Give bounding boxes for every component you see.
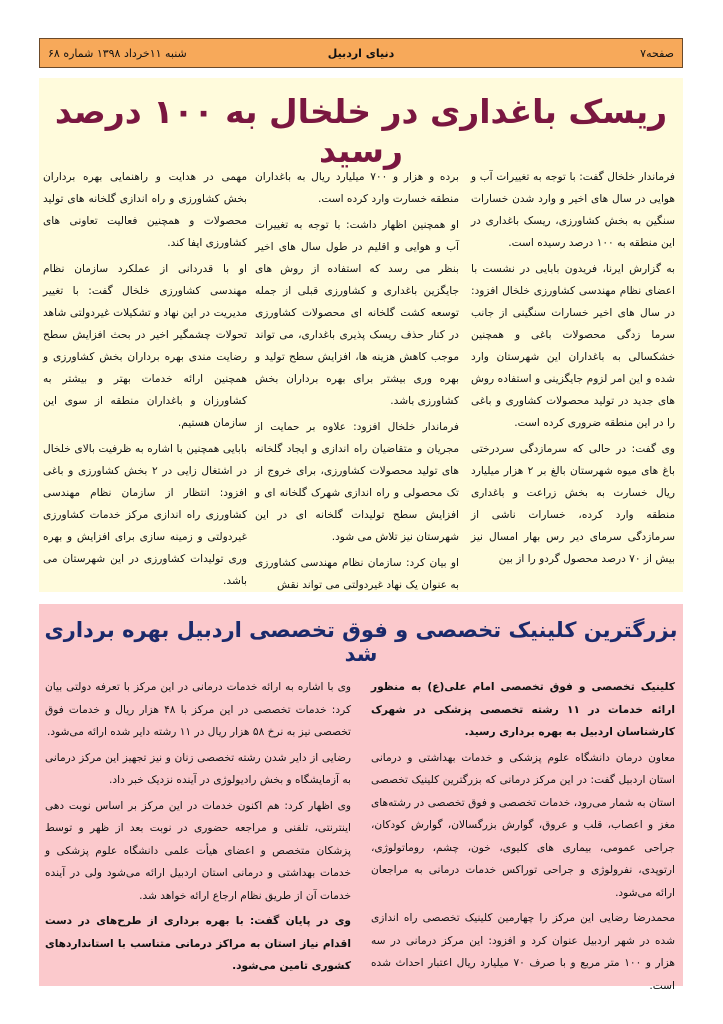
page-header — [39, 38, 683, 68]
paragraph: فرماندار خلخال افزود: علاوه بر حمایت از مجریان و متقاضیان راه اندازی و ایجاد گلخانه های تولید محصولات کشاورزی، برای خروج از تک محصولی و راه اندازی شهرک گلخانه ای و افزایش سطح تولیدات گلخانه ای در این شهرستان نیز تلاش می شود. — [255, 421, 459, 543]
paragraph: به گزارش ایرنا، فریدون بابایی در نشست با اعضای نظام مهندسی کشاورزی خلخال افزود: در سال های اخیر خسارات سنگینی از جانب سرما زدگی محصولات باغی و همچنین خشکسالی به باغداران این شهرستان وارد شده و این امر لزوم جایگزینی و استفاده روش های جدید در تولید محصولات کشاوری و باغی را در این منطقه ضروری کرده است. — [471, 263, 675, 429]
paragraph: او همچنین اظهار داشت: با توجه به تغییرات آب و هوایی و اقلیم در طول سال های اخیر بنظر می رسد که استفاده از روش های جایگزین باغداری و کشاورزی قبلی از جمله توسعه کشت گلخانه ای محصولات کشاورزی در کنار حذف ریسک پذیری باغداری، می تواند موجب کاهش هزینه ها، افزایش سطح تولید و بهره وری بیشتر برای بهره برداران بخش کشاورزی باشد. — [255, 219, 459, 407]
paragraph: او با قدردانی از عملکرد سازمان نظام مهندسی کشاورزی خلخال گفت: با تغییر مدیریت در این نهاد و تشکیلات غیردولتی شاهد تحولات چشمگیر اخیر در بحث افزایش سطح رضایت مندی بهره برداران بخش کشاورزی و همچنین ارائه خدمات بهتر و بیشتر به کشاورزان و باغداران منطقه از سوی این سازمان هستیم. — [43, 263, 247, 429]
article-headline: ریسک باغداری در خلخال به ۱۰۰ درصد رسید — [54, 92, 668, 170]
article-column-2 — [45, 676, 351, 981]
article-orchard-risk — [39, 78, 683, 592]
paragraph: بابایی همچنین با اشاره به ظرفیت بالای خلخال در اشتغال زایی در ۲ بخش کشاورزی و باغی افزود: انتظار از سازمان نظام مهندسی کشاورزی راه اندازی مرکز خدمات کشاورزی غیردولتی و زمینه سازی برای افزایش و بهره وری تولیدات کشاورزی در این شهرستان می باشد. — [43, 443, 247, 587]
paragraph: وی گفت: در حالی که سرمازدگی سردرختی باغ های میوه شهرستان بالغ بر ۲ هزار میلیارد ریال خسارت به بخش زراعت و باغداری منطقه وارد کرده، خسارات ناشی از سرمازدگی سرمای دیر رس بهار امسال نیز بیش از ۷۰ درصد محصول گردو را از بین — [471, 443, 675, 565]
paragraph: رضایی از دایر شدن رشته تخصصی زنان و نیز تجهیز این مرکز درمانی به آزمایشگاه و بخش رادیولوژی در آینده نزدیک خبر داد. — [45, 751, 351, 786]
issue-date: شنبه ۱۱خرداد ۱۳۹۸ شماره ۶۸ — [48, 47, 187, 60]
article-column-1 — [471, 166, 675, 574]
paragraph: محمدرضا رضایی این مرکز را چهارمین کلینیک تخصصی راه اندازی شده در شهر اردبیل عنوان کرد و افزود: این مرکز درمانی در سه هزار و ۱۰۰ متر مربع و با صرف ۷۰ میلیارد ریال اعتبار احداث شده است. — [371, 912, 676, 992]
paragraph: وی اظهار کرد: هم اکنون خدمات در این مرکز بر اساس نوبت دهی اینترنتی، تلفنی و مراجعه حضوری در نوبت بعد از ظهر و توسط پزشکان متخصص و اعضای هیأت علمی دانشگاه علوم پزشکی و خدمات بهداشتی و درمانی استان اردبیل ارائه می‌شود ولی در آینده خدمات آن از طریق نظام ارجاع ارائه خواهد شد. — [45, 799, 351, 902]
publication-title: دنیای اردبیل — [327, 47, 395, 60]
article-column-1 — [371, 676, 675, 1000]
paragraph: فرماندار خلخال گفت: با توجه به تغییرات آب و هوایی در سال های اخیر و وارد شدن خسارات سنگین به بخش کشاورزی، ریسک باغداری در این منطقه به ۱۰۰ درصد رسیده است. — [471, 171, 675, 249]
paragraph: معاون درمان دانشگاه علوم پزشکی و خدمات بهداشتی و درمانی استان اردبیل گفت: در این مرکز درمانی که بزرگترین کلینیک تخصصی استان به شمار می‌رود، خدمات تخصصی و فوق تخصصی در رشته‌های مغز و اعصاب، قلب و عروق، گوارش بزرگسالان، گوارش کودکان، جراحی عمومی، بیماری های کلیوی، خون، چشم، روماتولوژی، ارتوپدی، نفرولوژی و جراحی توراکس خدمات درمانی به مراجعان ارائه می‌شود. — [371, 751, 675, 899]
paragraph: وی با اشاره به ارائه خدمات درمانی در این مرکز با تعرفه دولتی بیان کرد: خدمات تخصصی در این مرکز با ۴۸ هزار ریال و خدمات فوق تخصصی نیز به نرخ ۵۸ هزار ریال در ۱۱ رشته دایر شده ارائه می‌شود. — [45, 681, 351, 738]
article-column-2 — [255, 166, 459, 600]
article-clinic-opening — [39, 604, 683, 992]
closing-paragraph: وی در پایان گفت: با بهره برداری از طرح‌های در دست اقدام نیاز استان به مراکز درمانی متناسب با استانداردهای کشوری تامین می‌شود. — [45, 915, 351, 972]
article-headline: بزرگترین کلینیک تخصصی و فوق تخصصی اردبیل بهره برداری شد — [44, 618, 678, 666]
paragraph: او بیان کرد: سازمان نظام مهندسی کشاورزی به عنوان یک نهاد غیردولتی می تواند نقش — [255, 557, 459, 591]
lead-paragraph: کلینیک تخصصی و فوق تخصصی امام علی(ع) به منظور ارائه خدمات در ۱۱ رشته تخصصی پزشکی در شهرک کارشناسان اردبیل به بهره برداری رسید. — [371, 681, 675, 738]
page-number: صفحه۷ — [640, 47, 674, 60]
paragraph: برده و هزار و ۷۰۰ میلیارد ریال به باغداران منطقه خسارت وارد کرده است. — [255, 171, 459, 205]
article-column-3 — [43, 166, 247, 596]
paragraph: مهمی در هدایت و راهنمایی بهره برداران بخش کشاورزی و راه اندازی گلخانه های تولید محصولات و همچنین فعالیت تعاونی های کشاورزی ایفا کند. — [43, 171, 247, 249]
